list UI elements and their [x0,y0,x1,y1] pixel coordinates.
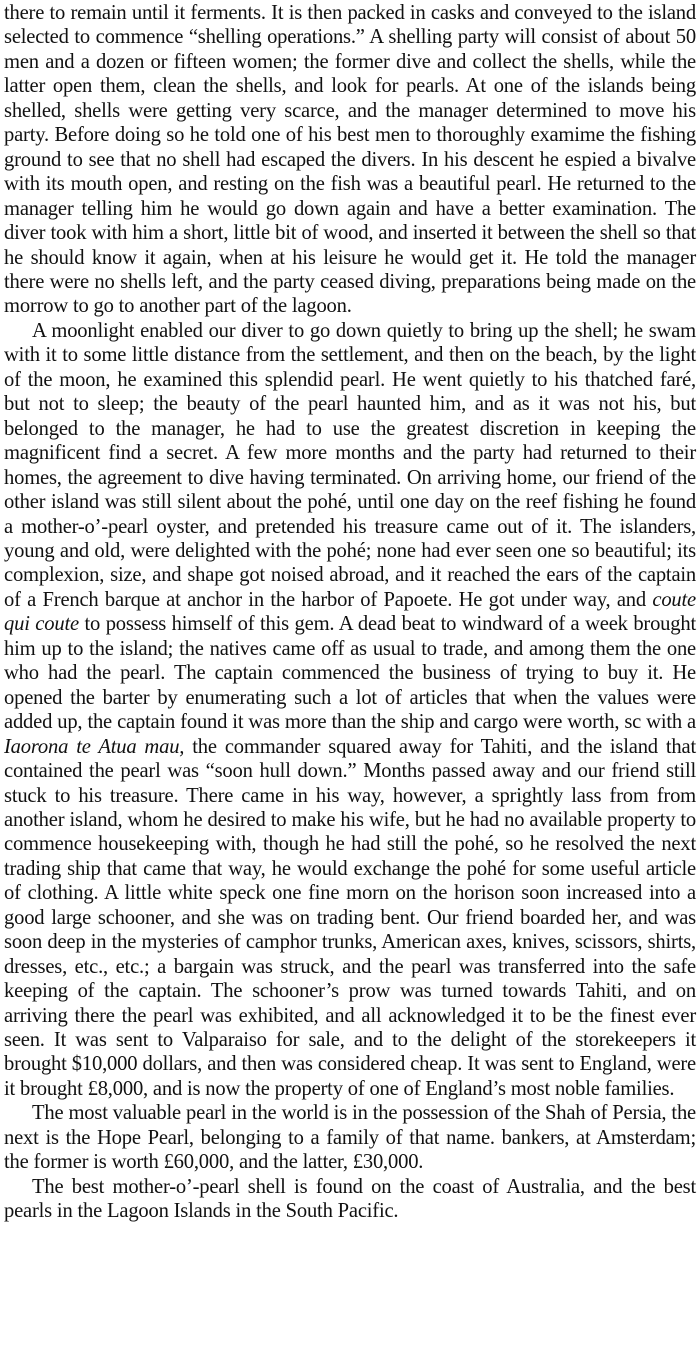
paragraph-2-text-c: the commander squared away for Tahiti, and the island that contained the pearl was “soon hull down.” Months passed away and our friend still stuck to his treasure. There came in his way, however, a sprightly lass from from another island, whom he desired to make his wife, but he had no available property to commence housekeeping with, though he had still the pohé, so he resolved the next trading ship that came that way, he would exchange the pohé for some useful article of clothing. A little white speck one fine morn on the horison soon increased into a good large schooner, and she was on trading bent. Our friend boarded her, and was soon deep in the mysteries of camphor trunks, American axes, knives, scissors, shirts, dresses, etc., etc.; a bargain was struck, and the pearl was transferred into the safe keeping of the captain. The schooner’s prow was turned towards Tahiti, and on arriving there the pearl was exhibited, and all acknowledged it to be the finest ever seen. It was sent to Valparaiso for sale, and to the delight of the storekeepers it brought $10,000 dollars, and then was considered cheap. It was sent to England, were it brought £8,000, and is now the property of one of England’s most noble families. [4,735,696,1100]
paragraph-2 [4,319,696,1102]
paragraph-4-text: The best mother-o’-pearl shell is found on the coast of Australia, and the best pearls in the Lagoon Islands in the South Pacific. [4,1175,696,1223]
paragraph-2-text-a: A moonlight enabled our diver to go down quietly to bring up the shell; he swam with it to some little distance from the settlement, and then on the beach, by the light of the moon, he examined this splendid pearl. He went quietly to his thatched faré, but not to sleep; the beauty of the pearl haunted him, and as it was not his, but belonged to the manager, he had to use the greatest discretion in keeping the magnificent find a secret. A few more months and the party had returned to their homes, the agreement to dive having terminated. On arriving home, our friend of the other island was still silent about the pohé, until one day on the reef fishing he found a mother-o’-pearl oyster, and pretended his treasure came out of it. The islanders, young and old, were delighted with the pohé; none had ever seen one so beautiful; its complexion, size, and shape got noised abroad, and it reached the ears of the captain of a French barque at anchor in the harbor of Papoete. He got under way, and [4,319,696,611]
paragraph-4 [4,1175,696,1224]
paragraph-3-text: The most valuable pearl in the world is in the possession of the Shah of Persia, the next is the Hope Pearl, belonging to a family of that name. bankers, at Amsterdam; the former is worth £60,000, and the latter, £30,000. [4,1102,696,1174]
paragraph-2-text-b: to possess himself of this gem. A dead beat to windward of a week brought him up to the island; the natives came off as usual to trade, and among them the one who had the pearl. The captain commenced the business of trying to buy it. He opened the barter by enumerating such a lot of articles that when the values were added up, the captain found it was more than the ship and cargo were worth, sc with a [4,613,696,734]
paragraph-2-italic-phrase-1: coute qui coute [4,588,696,636]
newspaper-article [4,0,696,1224]
paragraph-2-italic-phrase-2: Iaorona te Atua mau, [4,735,185,758]
paragraph-1-text: there to remain until it ferments. It is then packed in casks and conveyed to the island selected to commence “shelling operations.” A shelling party will consist of about 50 men and a dozen or fifteen women; the former dive and collect the shells, while the latter open them, clean the shells, and look for pearls. At one of the islands being shelled, shells were getting very scarce, and the manager determined to move his party. Before doing so he told one of his best men to thoroughly examime the fishing ground to see that no shell had escaped the divers. In his descent he espied a bivalve with its mouth open, and resting on the fish was a beautiful pearl. He returned to the manager telling him he would go down again and have a better examination. The diver took with him a short, little bit of wood, and inserted it between the shell so that he should know it again, when at his leisure he would get it. He told the manager there were no shells left, and the party ceased diving, preparations being made on the morrow to go to another part of the lagoon. [4,2,696,318]
paragraph-3 [4,1101,696,1174]
paragraph-1 [4,1,696,319]
